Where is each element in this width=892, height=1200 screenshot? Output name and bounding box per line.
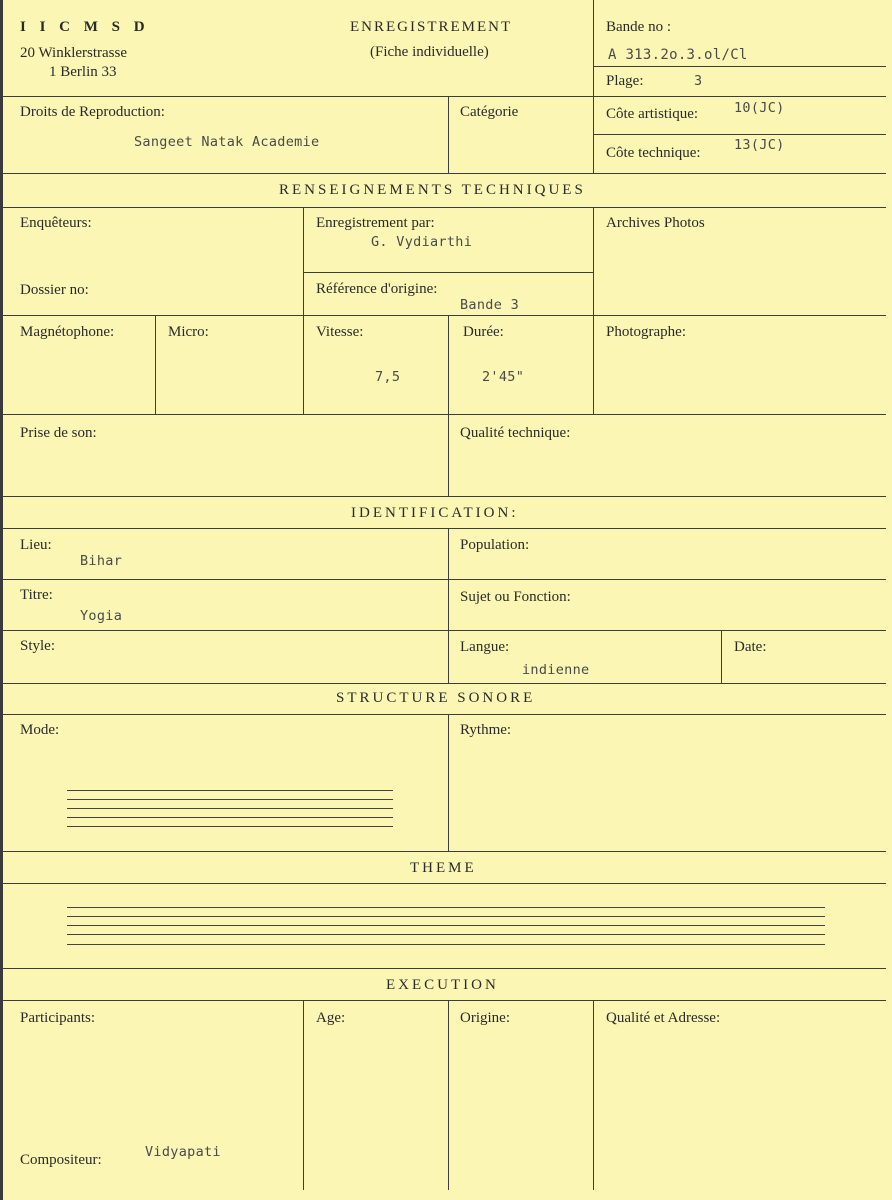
rule (3, 528, 886, 529)
rule (3, 883, 886, 884)
age-label: Age: (316, 1010, 346, 1026)
rule (3, 683, 886, 684)
bande-value: A 313.2o.3.ol/Cl (608, 47, 748, 63)
rule (448, 714, 449, 851)
archives-photos-label: Archives Photos (606, 215, 705, 231)
section-heading-execution: EXECUTION (386, 977, 499, 993)
rule (448, 1000, 449, 1190)
population-label: Population: (460, 537, 530, 553)
style-label: Style: (20, 638, 56, 654)
staff-line (67, 817, 393, 818)
rule (3, 96, 886, 97)
rythme-label: Rythme: (460, 722, 512, 738)
rule (448, 96, 449, 173)
institute-logo: I I C M S D (20, 19, 150, 35)
rule (593, 1000, 594, 1190)
rule (303, 272, 594, 273)
rule (303, 207, 304, 414)
langue-value: indienne (522, 662, 590, 678)
section-heading-structure: STRUCTURE SONORE (336, 690, 536, 706)
qualite-technique-label: Qualité technique: (460, 425, 571, 441)
staff-line (67, 808, 393, 809)
rule (594, 66, 886, 67)
rule (303, 1000, 304, 1190)
rule (155, 315, 156, 414)
rule (3, 173, 886, 174)
cote-technique-label: Côte technique: (606, 145, 701, 161)
section-heading-theme: THEME (410, 860, 477, 876)
titre-value: Yogia (80, 608, 123, 624)
bande-label: Bande no : (606, 19, 671, 35)
address-line-2: 1 Berlin 33 (49, 64, 117, 80)
rule (3, 714, 886, 715)
rule (3, 630, 886, 631)
section-heading-technique: RENSEIGNEMENTS TECHNIQUES (279, 182, 586, 198)
duree-label: Durée: (463, 324, 504, 340)
photographe-label: Photographe: (606, 324, 686, 340)
staff-line (67, 916, 825, 917)
compositeur-value: Vidyapati (145, 1144, 221, 1160)
rule (3, 968, 886, 969)
langue-label: Langue: (460, 639, 510, 655)
rule (721, 630, 722, 683)
staff-line (67, 934, 825, 935)
duree-value: 2'45" (482, 369, 525, 385)
staff-line (67, 907, 825, 908)
origine-label: Origine: (460, 1010, 510, 1026)
compositeur-label: Compositeur: (20, 1152, 102, 1168)
rule (448, 414, 449, 496)
rule (3, 851, 886, 852)
staff-line (67, 826, 393, 827)
droits-value: Sangeet Natak Academie (134, 134, 320, 150)
categorie-label: Catégorie (460, 104, 519, 120)
vitesse-label: Vitesse: (316, 324, 364, 340)
rule (594, 134, 886, 135)
section-heading-identification: IDENTIFICATION: (351, 505, 519, 521)
cote-artistique-label: Côte artistique: (606, 106, 699, 122)
participants-label: Participants: (20, 1010, 95, 1026)
plage-value: 3 (694, 73, 703, 89)
lieu-value: Bihar (80, 553, 123, 569)
vitesse-value: 7,5 (375, 369, 401, 385)
rule (3, 315, 886, 316)
lieu-label: Lieu: (20, 537, 52, 553)
droits-label: Droits de Reproduction: (20, 104, 165, 120)
titre-label: Titre: (20, 587, 53, 603)
rule (3, 414, 886, 415)
enregistrement-par-value: G. Vydiarthi (371, 234, 473, 250)
mode-label: Mode: (20, 722, 60, 738)
sujet-label: Sujet ou Fonction: (460, 589, 571, 605)
cote-artistique-value: 10(JC) (734, 100, 785, 116)
form-subtitle: (Fiche individuelle) (370, 44, 489, 60)
cote-technique-value: 13(JC) (734, 137, 785, 153)
rule (593, 207, 594, 414)
magnetophone-label: Magnétophone: (20, 324, 115, 340)
rule (448, 528, 449, 683)
date-label: Date: (734, 639, 767, 655)
reference-label: Référence d'origine: (316, 281, 438, 297)
form-title: ENREGISTREMENT (350, 19, 513, 35)
rule (3, 1000, 886, 1001)
micro-label: Micro: (168, 324, 209, 340)
staff-line (67, 790, 393, 791)
rule (593, 0, 594, 173)
reference-value: Bande 3 (460, 297, 519, 313)
staff-line (67, 799, 393, 800)
address-line-1: 20 Winklerstrasse (20, 45, 128, 61)
rule (3, 207, 886, 208)
dossier-label: Dossier no: (20, 282, 89, 298)
enqueteurs-label: Enquêteurs: (20, 215, 92, 231)
staff-line (67, 925, 825, 926)
staff-line (67, 944, 825, 945)
prise-de-son-label: Prise de son: (20, 425, 97, 441)
rule (3, 579, 886, 580)
rule (448, 315, 449, 414)
plage-label: Plage: (606, 73, 644, 89)
enregistrement-par-label: Enregistrement par: (316, 215, 435, 231)
rule (3, 496, 886, 497)
qualite-adresse-label: Qualité et Adresse: (606, 1010, 721, 1026)
